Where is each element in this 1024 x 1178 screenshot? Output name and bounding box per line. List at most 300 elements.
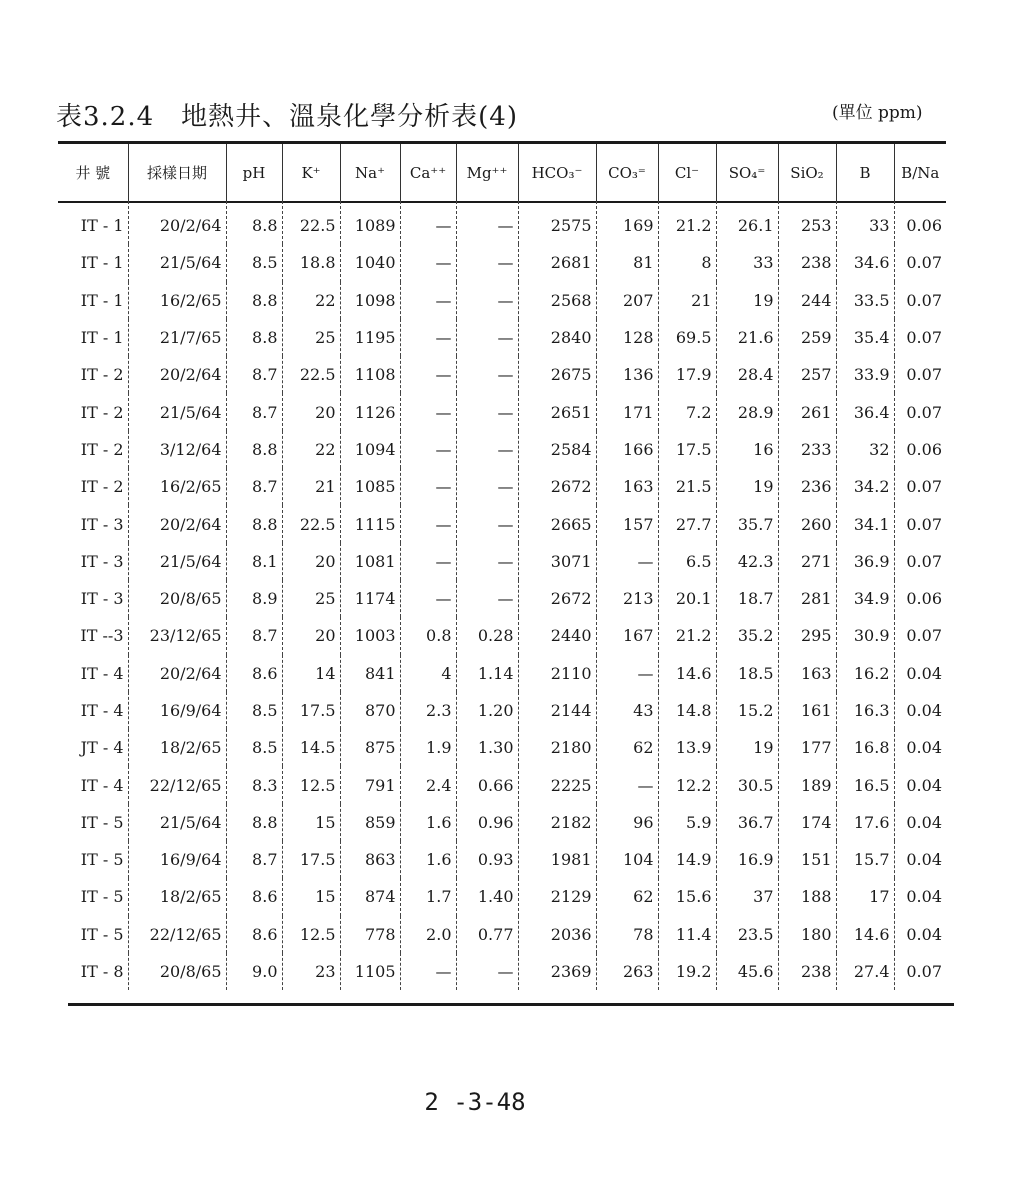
well-cell: IT - 2: [58, 468, 128, 505]
table-cell: 3/12/64: [128, 431, 226, 468]
well-cell: IT - 8: [58, 953, 128, 990]
table-cell: 207: [596, 282, 658, 319]
table-cell: 17.6: [836, 804, 894, 841]
table-cell: 13.9: [658, 729, 716, 766]
table-cell: 8.8: [226, 319, 282, 356]
table-cell: 26.1: [716, 201, 778, 244]
table-cell: 21: [282, 468, 340, 505]
table-cell: 21.2: [658, 617, 716, 654]
table-cell: —: [400, 244, 456, 281]
column-header: CO₃⁼: [596, 144, 658, 201]
table-cell: 18/2/65: [128, 878, 226, 915]
table-cell: 778: [340, 916, 400, 953]
table-cell: —: [400, 953, 456, 990]
table-cell: 14.6: [836, 916, 894, 953]
table-cell: 841: [340, 655, 400, 692]
table-cell: —: [456, 319, 518, 356]
table-cell: 261: [778, 393, 836, 430]
table-cell: 2672: [518, 468, 596, 505]
page-number: 2 -3-48: [424, 1088, 526, 1116]
table-cell: 8.7: [226, 841, 282, 878]
table-cell: 0.07: [906, 328, 942, 348]
table-cell: 18.7: [716, 580, 778, 617]
table-cell: —: [596, 655, 658, 692]
table-cell: 43: [596, 692, 658, 729]
column-header: K⁺: [282, 144, 340, 201]
table-cell: 34.6: [836, 244, 894, 281]
column-header: Ca⁺⁺: [400, 144, 456, 201]
table-cell: 21/5/64: [128, 393, 226, 430]
table-cell: 8.8: [226, 431, 282, 468]
table-cell: 20/2/64: [128, 201, 226, 244]
table-cell: —: [456, 953, 518, 990]
table-row: [58, 319, 946, 356]
table-cell: 167: [596, 617, 658, 654]
table-cell: 2182: [518, 804, 596, 841]
table-cell: 8.5: [226, 244, 282, 281]
table-cell: 16.5: [836, 766, 894, 803]
table-cell: 2681: [518, 244, 596, 281]
table-title: 表3.2.4 地熱井、溫泉化學分析表(4): [56, 102, 518, 132]
table-cell: 19.2: [658, 953, 716, 990]
table-cell: 1.20: [456, 692, 518, 729]
table-cell: 2.3: [400, 692, 456, 729]
table-row: [58, 431, 946, 468]
well-cell: IT - 1: [58, 282, 128, 319]
table-row: [58, 617, 946, 654]
table-cell: 8.9: [226, 580, 282, 617]
table-cell: 1.9: [400, 729, 456, 766]
table-row: [58, 804, 946, 841]
table-cell: 238: [778, 953, 836, 990]
table-cell: 18/2/65: [128, 729, 226, 766]
table-cell: 20: [282, 393, 340, 430]
table-cell: —: [400, 356, 456, 393]
table-cell: 2665: [518, 505, 596, 542]
column-header: B: [836, 144, 894, 201]
table-cell: 34.9: [836, 580, 894, 617]
table-cell: —: [400, 505, 456, 542]
table-cell: 22.5: [282, 356, 340, 393]
table-cell: 27.4: [836, 953, 894, 990]
well-cell: IT - 2: [58, 393, 128, 430]
table-cell: 8.6: [226, 916, 282, 953]
table-cell: —: [456, 431, 518, 468]
table-cell: 20/8/65: [128, 953, 226, 990]
table-cell: 2225: [518, 766, 596, 803]
table-cell: 35.4: [836, 319, 894, 356]
table-cell: 136: [596, 356, 658, 393]
table-cell: 23/12/65: [128, 617, 226, 654]
table-cell: 8: [658, 244, 716, 281]
well-cell: IT - 2: [58, 356, 128, 393]
table-cell: 271: [778, 543, 836, 580]
table-cell: 233: [778, 431, 836, 468]
column-header: B/Na: [901, 163, 940, 182]
table-cell: 875: [340, 729, 400, 766]
table-cell: 8.1: [226, 543, 282, 580]
table-cell: 8.6: [226, 878, 282, 915]
table-cell: 870: [340, 692, 400, 729]
table-cell: 21: [658, 282, 716, 319]
table-cell: 34.1: [836, 505, 894, 542]
table-cell: 30.5: [716, 766, 778, 803]
table-cell: 35.7: [716, 505, 778, 542]
table-cell: 180: [778, 916, 836, 953]
well-cell: IT - 4: [58, 766, 128, 803]
table-cell: —: [400, 468, 456, 505]
table-cell: 62: [596, 729, 658, 766]
well-cell: IT - 4: [58, 655, 128, 692]
table-cell: 0.28: [456, 617, 518, 654]
table-cell: 2144: [518, 692, 596, 729]
table-cell: 20/2/64: [128, 655, 226, 692]
table-cell: 4: [400, 655, 456, 692]
table-cell: 30.9: [836, 617, 894, 654]
table-cell: —: [400, 431, 456, 468]
table-cell: 1.14: [456, 655, 518, 692]
table-row: [58, 729, 946, 766]
table-cell: 259: [778, 319, 836, 356]
table-cell: 78: [596, 916, 658, 953]
table-row: [58, 201, 946, 244]
table-cell: —: [456, 505, 518, 542]
table-cell: 21.6: [716, 319, 778, 356]
table-cell: 9.0: [226, 953, 282, 990]
table-cell: 8.7: [226, 356, 282, 393]
table-row: [58, 505, 946, 542]
well-cell: IT - 1: [58, 244, 128, 281]
table-cell: 25: [282, 319, 340, 356]
table-cell: 0.04: [906, 812, 942, 832]
table-cell: 161: [778, 692, 836, 729]
table-cell: 2568: [518, 282, 596, 319]
table-cell: 0.07: [906, 477, 942, 497]
table-row: [58, 766, 946, 803]
table-cell: 2584: [518, 431, 596, 468]
well-cell: IT - 3: [58, 505, 128, 542]
table-cell: 22: [282, 282, 340, 319]
table-cell: 188: [778, 878, 836, 915]
table-cell: 104: [596, 841, 658, 878]
table-cell: 14.9: [658, 841, 716, 878]
bottom-rule: [68, 1003, 954, 1006]
well-cell: IT - 5: [58, 916, 128, 953]
table-cell: 0.04: [906, 924, 942, 944]
table-cell: 16/2/65: [128, 282, 226, 319]
table-cell: 2.4: [400, 766, 456, 803]
table-cell: 18.5: [716, 655, 778, 692]
table-cell: 189: [778, 766, 836, 803]
table-cell: 62: [596, 878, 658, 915]
table-cell: 22.5: [282, 201, 340, 244]
table-cell: 1126: [340, 393, 400, 430]
table-cell: 11.4: [658, 916, 716, 953]
table-cell: 169: [596, 201, 658, 244]
table-cell: 163: [778, 655, 836, 692]
table-cell: 32: [836, 431, 894, 468]
table-cell: 128: [596, 319, 658, 356]
column-header: HCO₃⁻: [518, 144, 596, 201]
table-cell: 14.6: [658, 655, 716, 692]
table-cell: 1003: [340, 617, 400, 654]
table-cell: 2036: [518, 916, 596, 953]
table-cell: 8.7: [226, 393, 282, 430]
table-cell: 96: [596, 804, 658, 841]
table-cell: 2.0: [400, 916, 456, 953]
table-cell: 295: [778, 617, 836, 654]
table-row: [58, 953, 946, 990]
table-cell: 2369: [518, 953, 596, 990]
well-cell: IT - 5: [58, 878, 128, 915]
table-cell: 20/2/64: [128, 505, 226, 542]
table-cell: 5.9: [658, 804, 716, 841]
table-cell: 1098: [340, 282, 400, 319]
table-cell: 22/12/65: [128, 916, 226, 953]
table-cell: 20: [282, 617, 340, 654]
table-cell: 21/5/64: [128, 244, 226, 281]
table-cell: 17.5: [282, 692, 340, 729]
table-cell: 16/9/64: [128, 841, 226, 878]
table-cell: 151: [778, 841, 836, 878]
table-cell: 15.7: [836, 841, 894, 878]
table-cell: 2440: [518, 617, 596, 654]
table-cell: 0.06: [906, 439, 942, 459]
well-cell: IT - 5: [58, 804, 128, 841]
table-cell: 0.04: [906, 775, 942, 795]
table-cell: 42.3: [716, 543, 778, 580]
column-header: 井 號: [58, 144, 128, 201]
table-cell: 213: [596, 580, 658, 617]
table-cell: 0.8: [400, 617, 456, 654]
table-cell: —: [400, 393, 456, 430]
table-cell: 36.9: [836, 543, 894, 580]
table-cell: 263: [596, 953, 658, 990]
well-cell: JT - 4: [58, 729, 128, 766]
table-cell: —: [400, 319, 456, 356]
column-header: SO₄⁼: [716, 144, 778, 201]
table-cell: 16.3: [836, 692, 894, 729]
table-cell: —: [400, 580, 456, 617]
table-cell: 163: [596, 468, 658, 505]
well-cell: IT - 1: [58, 201, 128, 244]
table-cell: 17.5: [658, 431, 716, 468]
table-cell: 19: [716, 282, 778, 319]
table-cell: 166: [596, 431, 658, 468]
table-cell: 19: [716, 729, 778, 766]
table-cell: 14.5: [282, 729, 340, 766]
table-cell: —: [400, 201, 456, 244]
table-cell: 8.7: [226, 617, 282, 654]
table-cell: 0.96: [456, 804, 518, 841]
table-cell: 1174: [340, 580, 400, 617]
table-cell: 1.30: [456, 729, 518, 766]
table-cell: 15: [282, 804, 340, 841]
table-cell: 16: [716, 431, 778, 468]
column-header: Na⁺: [340, 144, 400, 201]
table-cell: 23: [282, 953, 340, 990]
table-cell: 1.6: [400, 804, 456, 841]
table-row: [58, 468, 946, 505]
table-cell: 36.4: [836, 393, 894, 430]
table-cell: 177: [778, 729, 836, 766]
table-cell: 25: [282, 580, 340, 617]
table-cell: 157: [596, 505, 658, 542]
table-row: [58, 841, 946, 878]
table-cell: 21.5: [658, 468, 716, 505]
table-cell: 0.06: [906, 589, 942, 609]
header-row: [58, 144, 946, 201]
table-cell: 2675: [518, 356, 596, 393]
table-cell: 14: [282, 655, 340, 692]
table-cell: 33.5: [836, 282, 894, 319]
table-cell: —: [456, 282, 518, 319]
well-cell: IT - 3: [58, 543, 128, 580]
table-cell: 22.5: [282, 505, 340, 542]
table-cell: 0.07: [906, 626, 942, 646]
column-header: Mg⁺⁺: [456, 144, 518, 201]
table-cell: 33.9: [836, 356, 894, 393]
table-cell: —: [456, 244, 518, 281]
table-cell: 244: [778, 282, 836, 319]
table-cell: 1105: [340, 953, 400, 990]
table-row: [58, 282, 946, 319]
analysis-table: [58, 144, 946, 990]
table-cell: —: [596, 766, 658, 803]
table-cell: 863: [340, 841, 400, 878]
table-cell: 36.7: [716, 804, 778, 841]
table-cell: 35.2: [716, 617, 778, 654]
table-cell: 174: [778, 804, 836, 841]
table-cell: 8.8: [226, 201, 282, 244]
table-cell: 21/7/65: [128, 319, 226, 356]
table-cell: 15.2: [716, 692, 778, 729]
table-cell: 19: [716, 468, 778, 505]
table-cell: 37: [716, 878, 778, 915]
table-cell: 18.8: [282, 244, 340, 281]
table-cell: 1115: [340, 505, 400, 542]
well-cell: IT - 1: [58, 319, 128, 356]
column-header: pH: [226, 144, 282, 201]
table-cell: 260: [778, 505, 836, 542]
table-cell: 8.5: [226, 729, 282, 766]
table-cell: 16/9/64: [128, 692, 226, 729]
table-cell: 0.77: [456, 916, 518, 953]
table-cell: 2651: [518, 393, 596, 430]
table-cell: 253: [778, 201, 836, 244]
table-cell: 20: [282, 543, 340, 580]
table-cell: 2180: [518, 729, 596, 766]
table-cell: 0.07: [906, 253, 942, 273]
table-cell: 2575: [518, 201, 596, 244]
table-cell: 12.2: [658, 766, 716, 803]
table-row: [58, 543, 946, 580]
table-cell: 21/5/64: [128, 804, 226, 841]
table-cell: 1.40: [456, 878, 518, 915]
table-cell: 1094: [340, 431, 400, 468]
table-cell: 14.8: [658, 692, 716, 729]
table-cell: 21.2: [658, 201, 716, 244]
well-cell: IT - 5: [58, 841, 128, 878]
table-cell: 257: [778, 356, 836, 393]
table-cell: 0.07: [906, 365, 942, 385]
table-cell: 1.6: [400, 841, 456, 878]
table-cell: 22/12/65: [128, 766, 226, 803]
table-cell: 2129: [518, 878, 596, 915]
table-cell: 2672: [518, 580, 596, 617]
table-cell: 238: [778, 244, 836, 281]
table-cell: 1.7: [400, 878, 456, 915]
table-cell: —: [456, 393, 518, 430]
table-cell: 34.2: [836, 468, 894, 505]
table-cell: 8.3: [226, 766, 282, 803]
table-cell: 281: [778, 580, 836, 617]
table-cell: 12.5: [282, 766, 340, 803]
table-cell: 1081: [340, 543, 400, 580]
well-cell: IT - 2: [58, 431, 128, 468]
table-cell: 0.06: [906, 216, 942, 236]
table-cell: 859: [340, 804, 400, 841]
table-cell: 0.07: [906, 290, 942, 310]
table-cell: 8.8: [226, 505, 282, 542]
table-cell: —: [456, 580, 518, 617]
table-row: [58, 580, 946, 617]
table-cell: 1085: [340, 468, 400, 505]
table-cell: 28.9: [716, 393, 778, 430]
table-row: [58, 692, 946, 729]
table-cell: 1089: [340, 201, 400, 244]
table-body: [58, 201, 946, 990]
table-cell: 2110: [518, 655, 596, 692]
table-row: [58, 916, 946, 953]
table-cell: 1040: [340, 244, 400, 281]
table-cell: 874: [340, 878, 400, 915]
table-cell: 3071: [518, 543, 596, 580]
table-cell: 791: [340, 766, 400, 803]
table-cell: 17: [836, 878, 894, 915]
table-cell: 28.4: [716, 356, 778, 393]
table-cell: 0.04: [906, 701, 942, 720]
table-cell: 81: [596, 244, 658, 281]
well-cell: IT --3: [58, 617, 128, 654]
table-cell: 23.5: [716, 916, 778, 953]
table-row: [58, 655, 946, 692]
table-cell: 0.07: [906, 551, 942, 571]
table-cell: 0.04: [906, 663, 942, 683]
table-cell: 16.2: [836, 655, 894, 692]
table-cell: —: [596, 543, 658, 580]
table-cell: 8.8: [226, 282, 282, 319]
table-cell: 0.04: [906, 850, 942, 870]
table-cell: 45.6: [716, 953, 778, 990]
table-cell: 171: [596, 393, 658, 430]
table-cell: —: [456, 543, 518, 580]
table-cell: 12.5: [282, 916, 340, 953]
table-cell: 33: [716, 244, 778, 281]
table-cell: 1981: [518, 841, 596, 878]
table-row: [58, 356, 946, 393]
table-cell: 20/8/65: [128, 580, 226, 617]
table-cell: 2840: [518, 319, 596, 356]
well-cell: IT - 3: [58, 580, 128, 617]
table-cell: 15: [282, 878, 340, 915]
table-cell: —: [456, 468, 518, 505]
well-cell: IT - 4: [58, 692, 128, 729]
table-row: [58, 393, 946, 430]
table-cell: 17.9: [658, 356, 716, 393]
table-cell: 8.5: [226, 692, 282, 729]
table-cell: 33: [836, 201, 894, 244]
